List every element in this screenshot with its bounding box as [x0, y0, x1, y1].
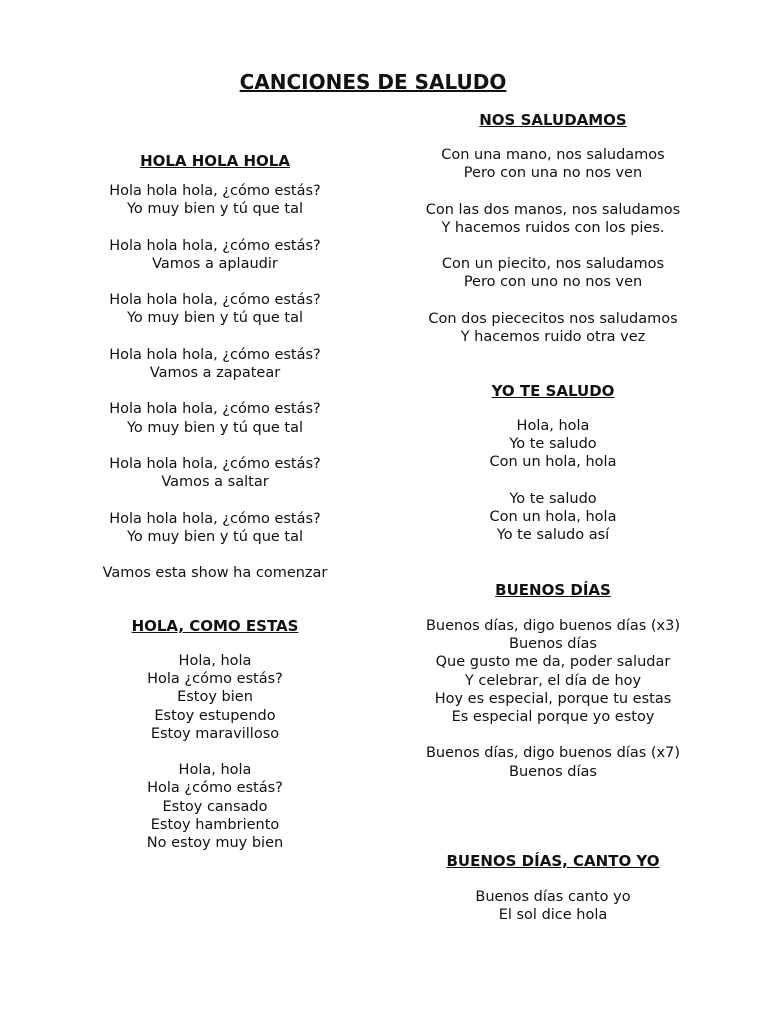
lyric-line: Hola hola hola, ¿cómo estás?	[109, 455, 321, 472]
lyric-line: Yo muy bien y tú que tal	[126, 310, 304, 327]
lyric-line: Vamos a aplaudir	[152, 255, 278, 272]
song-title: BUENOS DÍAS, CANTO YO	[446, 852, 660, 870]
lyric-line: Con un hola, hola	[489, 509, 617, 525]
song-title: HOLA HOLA HOLA	[140, 152, 290, 170]
song-lyrics	[400, 146, 706, 364]
lyric-line: Hola hola hola, ¿cómo estás?	[109, 237, 321, 254]
lyric-line: Y hacemos ruido otra vez	[460, 328, 646, 345]
stanza	[400, 255, 706, 291]
lyric-line: Hola, hola	[178, 762, 252, 779]
lyric-line: Hola hola hola, ¿cómo estás?	[109, 401, 321, 418]
lyric-line: Hola hola hola, ¿cómo estás?	[109, 183, 321, 199]
lyric-line: Yo muy bien y tú que tal	[126, 201, 304, 218]
stanza	[60, 761, 370, 852]
stanza	[60, 182, 370, 218]
stanza	[60, 455, 370, 491]
lyric-line: Estoy hambriento	[150, 816, 280, 833]
lyric-line: Hola ¿cómo estás?	[147, 671, 283, 688]
lyric-line: Vamos a saltar	[161, 474, 269, 491]
lyric-line: Buenos días, digo buenos días (x3)	[425, 618, 681, 634]
stanza	[400, 417, 706, 472]
lyric-line: No estoy muy bien	[146, 835, 284, 852]
song-lyrics	[60, 652, 370, 870]
lyric-line: Yo muy bien y tú que tal	[126, 419, 304, 436]
stanza	[60, 400, 370, 436]
lyric-line: Con una mano, nos saludamos	[441, 147, 665, 163]
lyric-line: Con un piecito, nos saludamos	[441, 256, 665, 273]
lyric-line: Hola, hola	[178, 653, 252, 669]
lyric-line: Estoy cansado	[162, 798, 268, 815]
stanza	[400, 201, 706, 237]
lyric-line: Buenos días canto yo	[475, 889, 631, 905]
lyric-line: El sol dice hola	[498, 907, 608, 924]
lyric-line: Yo te saludo	[509, 490, 597, 507]
stanza	[400, 490, 706, 545]
lyric-line: Hola ¿cómo estás?	[147, 780, 283, 797]
lyric-line: Buenos días	[509, 636, 597, 653]
lyric-line: Pero con uno no nos ven	[463, 274, 643, 291]
lyric-line: Estoy estupendo	[154, 707, 276, 724]
lyric-line: Pero con una no nos ven	[463, 165, 643, 182]
stanza	[400, 744, 706, 780]
lyric-line: Hola, hola	[516, 418, 590, 434]
stanza	[60, 564, 370, 582]
lyric-line: Hola hola hola, ¿cómo estás?	[109, 346, 321, 363]
lyric-line: Yo te saludo así	[496, 527, 610, 544]
stanza	[400, 146, 706, 182]
song-title: BUENOS DÍAS	[495, 581, 611, 599]
lyric-line: Que gusto me da, poder saludar	[435, 654, 671, 671]
stanza	[400, 888, 706, 924]
lyric-line: Vamos a zapatear	[149, 364, 281, 381]
stanza	[400, 617, 706, 726]
lyric-line: Con dos piececitos nos saludamos	[428, 310, 678, 327]
stanza	[60, 237, 370, 273]
lyric-line: Yo te saludo	[509, 436, 597, 453]
song-title: HOLA, COMO ESTAS	[131, 617, 299, 635]
song-title: NOS SALUDAMOS	[479, 111, 627, 129]
song-lyrics	[400, 417, 706, 563]
lyric-line: Con un hola, hola	[489, 454, 617, 471]
stanza	[60, 346, 370, 382]
document-title: CANCIONES DE SALUDO	[239, 70, 507, 94]
stanza	[60, 652, 370, 743]
song-lyrics	[60, 182, 370, 601]
stanza	[60, 510, 370, 546]
lyric-line: Y hacemos ruidos con los pies.	[441, 219, 665, 236]
song-lyrics	[400, 888, 706, 943]
lyric-line: Buenos días	[509, 763, 597, 780]
stanza	[400, 310, 706, 346]
song-title: YO TE SALUDO	[491, 382, 615, 400]
lyric-line: Y celebrar, el día de hoy	[464, 672, 642, 689]
lyric-line: Estoy maravilloso	[150, 725, 280, 742]
stanza	[60, 291, 370, 327]
song-lyrics	[400, 617, 706, 799]
lyric-line: Yo muy bien y tú que tal	[126, 528, 304, 545]
lyric-line: Con las dos manos, nos saludamos	[425, 201, 681, 218]
lyric-line: Vamos esta show ha comenzar	[102, 565, 328, 582]
lyric-line: Estoy bien	[177, 689, 253, 706]
lyric-line: Es especial porque yo estoy	[451, 709, 655, 726]
lyric-line: Hoy es especial, porque tu estas	[434, 690, 672, 707]
lyric-line: Hola hola hola, ¿cómo estás?	[109, 292, 321, 309]
lyric-line: Hola hola hola, ¿cómo estás?	[109, 510, 321, 527]
lyric-line: Buenos días, digo buenos días (x7)	[425, 745, 681, 762]
